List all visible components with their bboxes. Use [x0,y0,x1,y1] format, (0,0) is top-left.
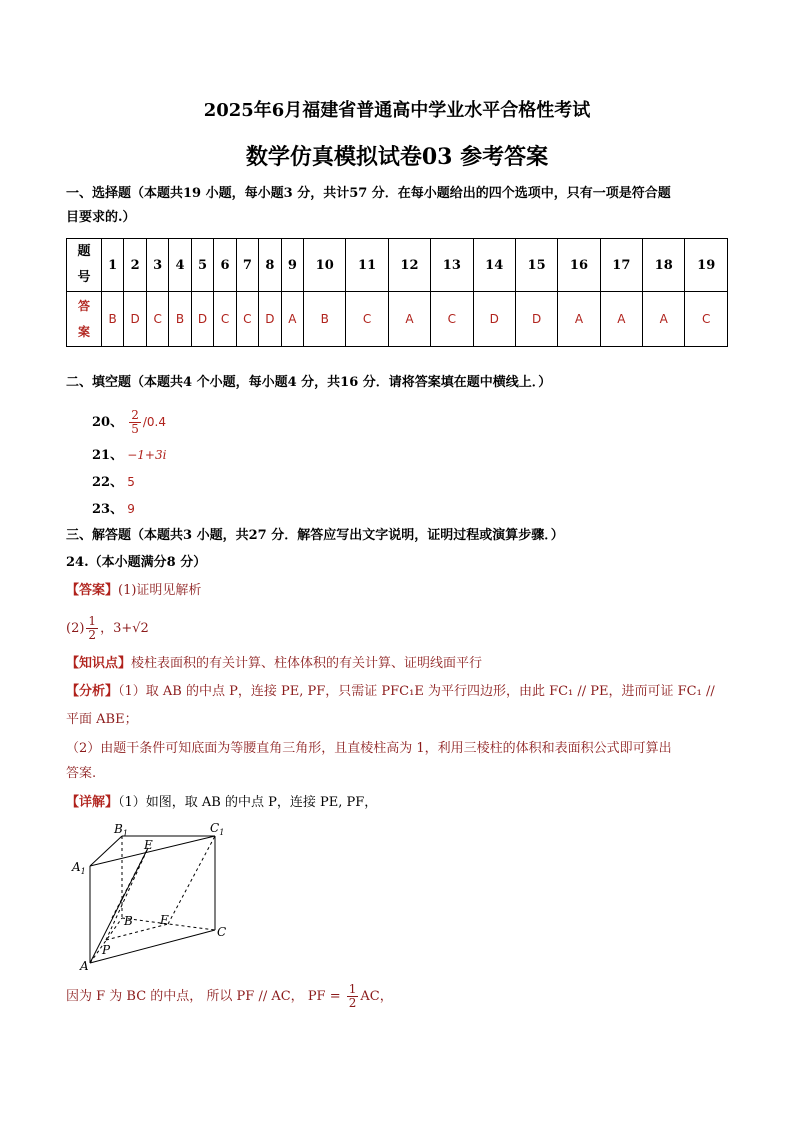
question-number-cell: 1 [102,239,124,292]
answer-cell: C [147,292,169,347]
document-title-line2: 数学仿真模拟试卷03 参考答案 [245,144,549,170]
question-number-cell: 13 [431,239,473,292]
answer-cell: D [515,292,557,347]
question-number-cell: 12 [388,239,430,292]
fraction-numerator: 1 [88,614,97,628]
fraction-denominator: 2 [88,628,97,642]
detail-last-suffix: AC， [360,989,393,1004]
fraction-numerator: 2 [131,408,139,422]
fraction [129,409,141,436]
question-header-text: 题号 [77,244,91,285]
analysis-line2: 平面 ABE； [66,712,138,727]
answer-cell: A [643,292,685,347]
analysis-line3: （2）由题干条件可知底面为等腰直角三角形，且直棱柱高为 1，利用三棱柱的体积和表面积公式即可算出 [66,741,672,756]
detail-text: （1）如图，取 AB 的中点 P，连接 PE, PF， [118,795,378,810]
detail-last-line [66,980,393,1014]
answer-cell: B [304,292,346,347]
edge-AE [90,848,148,963]
detail-last-prefix: 因为 F 为 BC 的中点， 所以 PF // AC， PF = [66,989,345,1004]
label-B1: $B_1$ [114,822,128,838]
answer-cell: D [258,292,281,347]
prism-figure [70,818,240,978]
fill-item-number: 22、 [92,475,124,490]
analysis-label: 【分析】 [66,684,119,699]
answer-cell: D [124,292,147,347]
fill-item-20 [92,405,166,439]
table-header-answer [67,292,102,347]
answer-part2-rest: ，3+√2 [100,621,149,636]
knowledge-label: 【知识点】 [66,656,132,671]
fill-item-answer: 5 [127,475,135,489]
question-number-cell: 9 [281,239,303,292]
segment-FC1 [168,836,215,924]
question-number-cell: 14 [473,239,515,292]
label-F: F [160,913,169,927]
question-number-cell: 16 [558,239,600,292]
answer-part2 [66,612,149,646]
question-number-cell: 7 [236,239,258,292]
answer-cell: B [169,292,191,347]
question-number-cell: 18 [643,239,685,292]
question-number-cell: 2 [124,239,147,292]
label-C: C [217,925,227,939]
fill-item-answer: 9 [127,502,135,516]
answer-cell: D [473,292,515,347]
knowledge-line [66,653,482,675]
document-title-line1: 2025年6月福建省普通高中学业水平合格性考试 [203,100,591,121]
question-number-cell: 15 [515,239,557,292]
answer-cell: C [685,292,728,347]
fill-item-answer: −1+3i [127,448,167,462]
edge-A1B1 [90,836,122,866]
question-number-cell: 5 [191,239,214,292]
question-number-cell: 10 [304,239,346,292]
fraction-denominator: 5 [131,422,139,436]
question-number-cell: 17 [600,239,642,292]
answer-table [66,238,728,347]
question-number-cell: 3 [147,239,169,292]
answer-header-text: 答案 [77,299,90,339]
fraction [86,615,98,642]
fill-item-22 [92,471,135,494]
fraction [347,983,359,1010]
fill-item-number: 20、 [92,415,124,430]
label-A: A [80,959,89,973]
answer-part1: (1)证明见解析 [118,583,202,598]
section1-heading-line2: 目要求的.） [66,210,136,225]
answer-cell: D [191,292,214,347]
table-header-question [67,239,102,292]
question-number-cell: 11 [346,239,388,292]
answer-cell: B [102,292,124,347]
fill-item-21 [92,444,166,467]
fill-item-answer: /0.4 [142,415,167,429]
detail-line1 [66,792,377,814]
fill-item-number: 23、 [92,502,124,517]
label-E: E [144,838,153,852]
label-C1: $C_1$ [210,821,225,837]
detail-label: 【详解】 [66,795,119,810]
answer-cell: A [388,292,430,347]
question-number-cell: 4 [169,239,191,292]
question-24-title: 24.（本小题满分8 分） [66,555,207,570]
answer-cell: A [281,292,303,347]
fraction-numerator: 1 [348,982,357,996]
question-number-cell: 8 [258,239,281,292]
fill-item-number: 21、 [92,448,124,463]
answer-cell: C [214,292,236,347]
answer-part2-prefix: (2) [66,621,85,636]
answer-cell: A [600,292,642,347]
label-A1: $A_1$ [72,860,86,876]
analysis-line1 [66,681,715,703]
answer-cell: C [431,292,473,347]
answer-cell: C [236,292,258,347]
fraction-denominator: 2 [348,996,357,1010]
analysis-line4: 答案. [66,766,97,781]
knowledge-text: 棱柱表面积的有关计算、柱体体积的有关计算、证明线面平行 [131,656,483,671]
question-number-cell: 6 [214,239,236,292]
section1-heading-line1: 一、选择题（本题共19 小题，每小题3 分，共计57 分．在每小题给出的四个选项中，只有一项是符合题 [66,186,671,201]
section2-heading: 二、填空题（本题共4 个小题，每小题4 分，共16 分．请将答案填在题中横线上．） [66,375,552,390]
answer-label: 【答案】 [66,583,119,598]
label-B: B [124,914,133,928]
label-P: P [102,943,111,957]
segment-PF [106,924,168,940]
question-number-cell: 19 [685,239,728,292]
fill-item-23 [92,498,135,521]
section3-heading: 三、解答题（本题共3 小题，共27 分．解答应写出文字说明，证明过程或演算步骤．） [66,528,564,543]
answer-cell: A [558,292,600,347]
answer-line [66,580,201,602]
analysis-text: （1）取 AB 的中点 P，连接 PE, PF，只需证 PFC₁E 为平行四边形，由此 FC₁ // PE，进而可证 FC₁ // [118,684,715,699]
answer-cell: C [346,292,388,347]
